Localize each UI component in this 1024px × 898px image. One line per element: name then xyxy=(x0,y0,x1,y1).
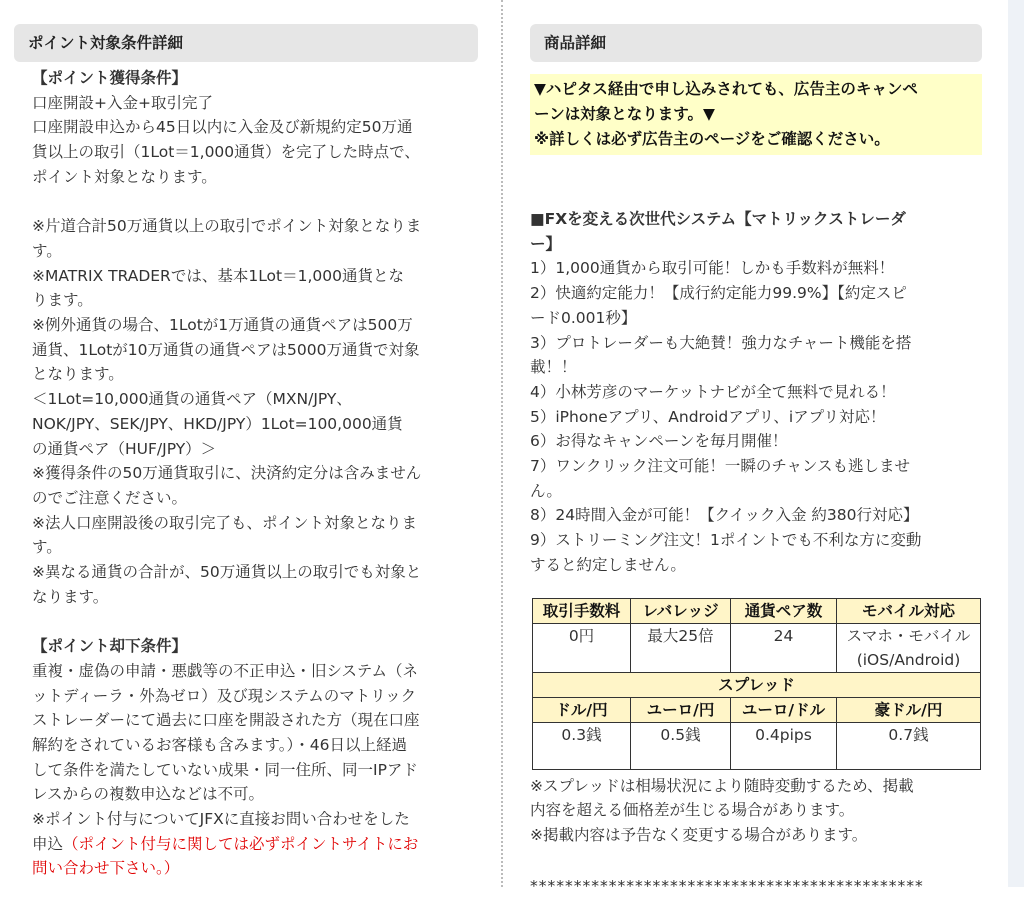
feature-item: 載！！ xyxy=(530,358,577,377)
reject-line: ※ポイント付与についてJFXに直接お問い合わせをした xyxy=(32,810,410,829)
reject-line: ストレーダーにて過去に口座を開設された方（現在口座 xyxy=(32,711,420,730)
td-usdjpy: 0.3銭 xyxy=(533,722,631,769)
feature-item: すると約定しません。 xyxy=(530,555,686,574)
reject-line: レスからの複数申込などは不可。 xyxy=(32,785,265,804)
acquire-line: す。 xyxy=(32,538,62,557)
feature-item: ん。 xyxy=(530,481,562,500)
th-pairs: 通貨ペア数 xyxy=(731,598,837,623)
acquire-line: ります。 xyxy=(32,291,93,310)
point-conditions-section xyxy=(14,24,478,881)
feature-title: ■FXを変える次世代システム【マトリックストレーダ xyxy=(530,210,906,228)
section-header-point-conditions: ポイント対象条件詳細 xyxy=(14,24,478,62)
note-line: 内容を超える価格差が生じる場合があります。 xyxy=(530,801,855,820)
acquire-line: ＜1Lot=10,000通貨の通貨ペア（MXN/JPY、 xyxy=(32,390,352,409)
spec-table xyxy=(532,598,981,770)
note-line: ※スプレッドは相場状況により随時変動するため、掲載 xyxy=(530,776,914,795)
td-eurusd: 0.4pips xyxy=(731,722,837,769)
td-mobile xyxy=(837,623,981,672)
acquire-line: 口座開設申込から45日以内に入金及び新規約定50万通 xyxy=(32,118,413,137)
reject-line: ットディーラ・外為ゼロ）及び現システムのマトリック xyxy=(32,686,417,705)
td-eurjpy: 0.5銭 xyxy=(631,722,731,769)
th-mobile: モバイル対応 xyxy=(837,598,981,623)
feature-item: 1）1,000通貨から取引可能！しかも手数料が無料！ xyxy=(530,259,895,278)
notice-line: ▼ハピタス経由で申し込みされても、広告主のキャンペ xyxy=(534,80,918,98)
column-divider xyxy=(501,0,503,887)
td-audjpy: 0.7銭 xyxy=(837,722,981,769)
acquire-line: ※法人口座開設後の取引完了も、ポイント対象となりま xyxy=(32,513,417,532)
acquire-line: のでご注意ください。 xyxy=(32,488,188,507)
td-leverage: 最大25倍 xyxy=(631,623,731,672)
feature-item: 7）ワンクリック注文可能！一瞬のチャンスも逃しませ xyxy=(530,457,911,476)
reject-title: 【ポイント却下条件】 xyxy=(32,637,188,656)
star-separator: ********************************************* xyxy=(530,876,924,895)
acquire-line: ※異なる通貨の合計が、50万通貨以上の取引でも対象と xyxy=(32,563,422,582)
acquire-line: の通貨ペア（HUF/JPY）＞ xyxy=(32,439,217,458)
apply-red-note-cont: 問い合わせ下さい。） xyxy=(32,859,180,878)
td-fee: 0円 xyxy=(533,623,631,672)
feature-items xyxy=(530,256,982,577)
acquire-line: ※片道合計50万通貨以上の取引でポイント対象となりま xyxy=(32,217,422,236)
th-fee: 取引手数料 xyxy=(533,598,631,623)
td-pairs: 24 xyxy=(731,623,837,672)
reject-line: 解約をされているお客様も含みます。）・46日以上経過 xyxy=(32,735,407,754)
notice-line: ※詳しくは必ず広告主のページをご確認ください。 xyxy=(534,130,890,148)
th-eurusd: ユーロ/ドル xyxy=(731,697,837,722)
product-details-body xyxy=(530,62,982,898)
acquire-line: す。 xyxy=(32,241,62,260)
feature-item: 6）お得なキャンペーンを毎月開催！ xyxy=(530,432,788,451)
acquire-line: となります。 xyxy=(32,365,124,384)
feature-item: 8）24時間入金が可能！【クイック入金 約380行対応】 xyxy=(530,506,919,525)
feature-item: 2）快適約定能力！【成行約定能力99.9%】【約定スピ xyxy=(530,284,907,303)
acquire-line: NOK/JPY、SEK/JPY、HKD/JPY）1Lot=100,000通貨 xyxy=(32,414,403,433)
feature-title-cont: ー】 xyxy=(530,234,562,253)
feature-list xyxy=(530,207,982,578)
feature-item: 4）小林芳彦のマーケットナビが全て無料で見れる！ xyxy=(530,382,896,401)
acquire-line: 口座開設+入金+取引完了 xyxy=(32,93,213,112)
acquire-line: ※MATRIX TRADERでは、基本1Lot＝1,000通貨とな xyxy=(32,266,404,285)
th-audjpy: 豪ドル/円 xyxy=(837,697,981,722)
acquire-title: 【ポイント獲得条件】 xyxy=(32,69,188,87)
acquire-line: 貨以上の取引（1Lot＝1,000通貨）を完了した時点で、 xyxy=(32,143,420,162)
acquire-line: なります。 xyxy=(32,587,109,606)
feature-item: 9）ストリーミング注文！1ポイントでも不利な方に変動 xyxy=(530,531,922,550)
acquire-line: ※例外通貨の場合、1Lotが1万通貨の通貨ペアは500万 xyxy=(32,316,413,335)
notice-line: ーンは対象となります。▼ xyxy=(534,105,715,123)
campaign-notice xyxy=(530,74,982,155)
reject-lines xyxy=(32,659,478,832)
th-spread: スプレッド xyxy=(533,672,981,697)
product-details-section xyxy=(530,24,982,898)
scrollbar-track[interactable] xyxy=(1008,0,1024,887)
reject-line: 重複・虚偽の申請・悪戯等の不正申込・旧システム（ネ xyxy=(32,661,418,680)
acquire-line xyxy=(32,609,478,634)
spread-notes xyxy=(530,774,982,848)
th-usdjpy: ドル/円 xyxy=(533,697,631,722)
feature-item: 5）iPhoneアプリ、Androidアプリ、iアプリ対応！ xyxy=(530,407,886,426)
feature-item: ード0.001秒】 xyxy=(530,308,637,327)
point-conditions-body xyxy=(14,62,478,881)
acquire-line: ※獲得条件の50万通貨取引に、決済約定分は含みません xyxy=(32,464,422,483)
acquire-line: 通貨、1Lotが10万通貨の通貨ペアは5000万通貨で対象 xyxy=(32,340,420,359)
reject-line: して条件を満たしていない成果・同一住所、同一IPアド xyxy=(32,760,418,779)
note-line: ※掲載内容は予告なく変更する場合があります。 xyxy=(530,825,868,844)
section-header-product-details: 商品詳細 xyxy=(530,24,982,62)
mobile-line: スマホ・モバイル xyxy=(846,626,971,645)
acquire-line xyxy=(32,190,478,215)
acquire-line: ポイント対象となります。 xyxy=(32,167,217,186)
th-leverage: レバレッジ xyxy=(631,598,731,623)
th-eurjpy: ユーロ/円 xyxy=(631,697,731,722)
feature-item: 3）プロトレーダーも大絶賛！強力なチャート機能を搭 xyxy=(530,333,912,352)
acquire-lines xyxy=(32,91,478,634)
apply-red-note: （ポイント付与に関しては必ずポイントサイトにお xyxy=(63,834,419,853)
mobile-line: (iOS/Android) xyxy=(856,650,961,669)
apply-line xyxy=(32,832,478,857)
apply-prefix: 申込 xyxy=(32,834,64,853)
